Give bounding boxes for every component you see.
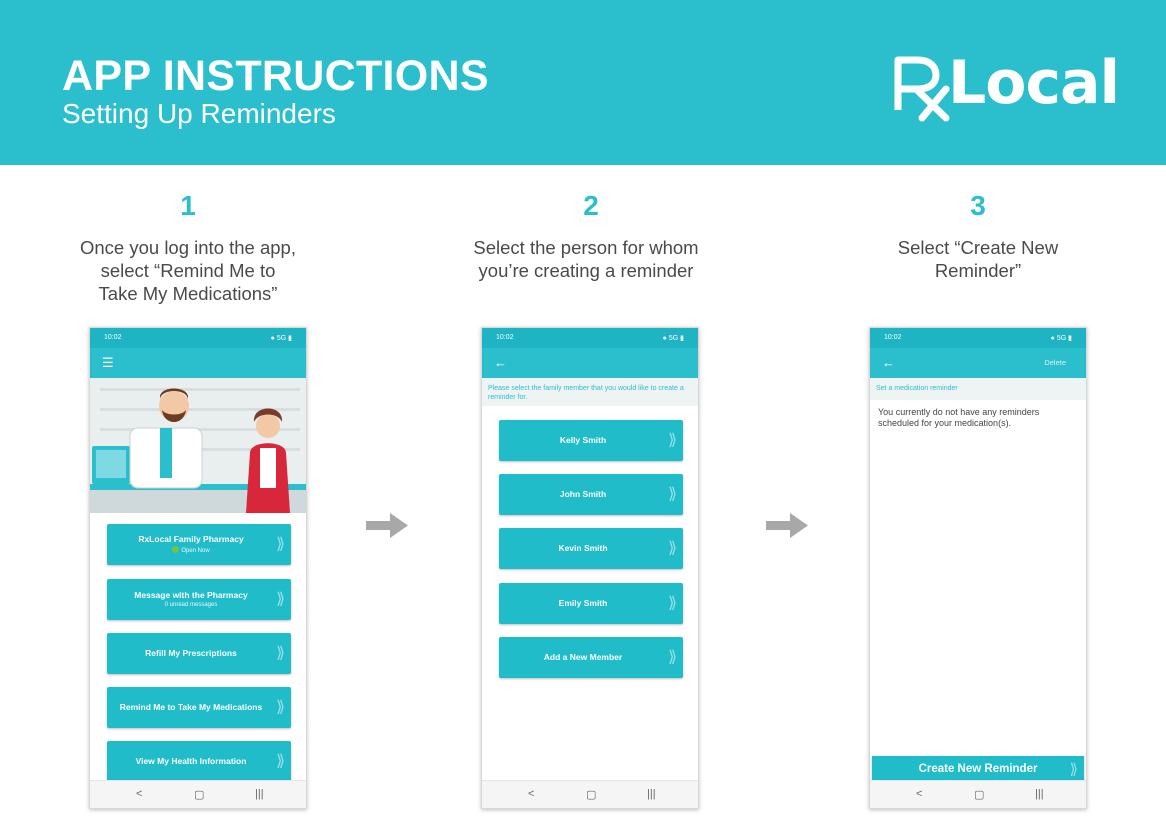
arrow-right-icon <box>366 513 408 538</box>
back-arrow-icon[interactable]: ← <box>882 355 895 370</box>
chevron-right-icon: ⟫ <box>668 594 677 612</box>
chevron-right-icon: ⟫ <box>668 485 677 503</box>
home-nav-icon[interactable]: ▢ <box>974 789 985 801</box>
health-information-button[interactable]: View My Health Information ⟫ <box>107 741 291 782</box>
member-kelly-smith[interactable]: Kelly Smith ⟫ <box>499 420 683 461</box>
chevron-right-icon: ⟫ <box>276 698 285 716</box>
status-bar: 10:02 ● 5G ▮ <box>482 328 698 348</box>
status-bar: 10:02 ● 5G ▮ <box>870 328 1086 348</box>
rxlocal-logo <box>892 48 1120 120</box>
step-1-text: Once you log into the app, select “Remind Me to Take My Medications” <box>80 237 296 304</box>
status-bar: 10:02 ● 5G ▮ <box>90 328 306 348</box>
phone-screen-members <box>481 327 699 809</box>
app-bar <box>482 348 698 378</box>
android-nav-bar <box>870 780 1086 808</box>
chevron-right-icon: ⟫ <box>1069 761 1078 778</box>
back-nav-icon[interactable]: < <box>916 788 923 800</box>
home-nav-icon[interactable]: ▢ <box>586 789 597 801</box>
remind-medications-button[interactable]: Remind Me to Take My Medications ⟫ <box>107 687 291 728</box>
recents-nav-icon[interactable]: ||| <box>647 788 656 800</box>
chevron-right-icon: ⟫ <box>276 590 285 608</box>
page-title: APP INSTRUCTIONS <box>62 52 489 100</box>
empty-reminders-text: You currently do not have any reminders scheduled for your medication(s). <box>878 407 1040 428</box>
step-1-number: 1 <box>180 190 196 221</box>
home-nav-icon[interactable]: ▢ <box>194 789 205 801</box>
select-member-hint: Please select the family member that you would like to create a reminder for. <box>482 378 698 406</box>
signal-battery-icon: ● 5G ▮ <box>270 335 292 342</box>
step-2-text: Select the person for whom you’re creating a reminder <box>473 237 699 281</box>
chevron-right-icon: ⟫ <box>668 539 677 557</box>
android-nav-bar <box>90 780 306 808</box>
back-nav-icon[interactable]: < <box>528 788 535 800</box>
step-3-text: Select “Create New Reminder” <box>897 237 1059 281</box>
reminder-hint: Set a medication reminder <box>870 378 1086 400</box>
member-john-smith[interactable]: John Smith ⟫ <box>499 474 683 515</box>
open-status-icon <box>172 546 179 553</box>
app-bar <box>90 348 306 378</box>
delete-button[interactable]: Delete <box>1044 358 1066 367</box>
signal-battery-icon: ● 5G ▮ <box>662 335 684 342</box>
add-member-button[interactable]: Add a New Member ⟫ <box>499 637 683 678</box>
back-arrow-icon[interactable]: ← <box>494 355 507 370</box>
create-new-reminder-button[interactable]: Create New Reminder ⟫ <box>872 756 1084 782</box>
rx-logo-icon <box>892 52 954 122</box>
step-2-number: 2 <box>583 190 599 221</box>
member-kevin-smith[interactable]: Kevin Smith ⟫ <box>499 528 683 569</box>
recents-nav-icon[interactable]: ||| <box>1035 788 1044 800</box>
arrow-right-icon <box>766 513 808 538</box>
app-bar <box>870 348 1086 378</box>
chevron-right-icon: ⟫ <box>668 648 677 666</box>
chevron-right-icon: ⟫ <box>276 644 285 662</box>
member-emily-smith[interactable]: Emily Smith ⟫ <box>499 583 683 624</box>
message-pharmacy-button[interactable]: Message with the Pharmacy 0 unread messages ⟫ <box>107 579 291 620</box>
back-nav-icon[interactable]: < <box>136 788 143 800</box>
header-banner <box>0 0 1166 165</box>
android-nav-bar <box>482 780 698 808</box>
pharmacist-illustration <box>90 378 307 513</box>
pharmacy-button[interactable]: RxLocal Family Pharmacy Open Now ⟫ <box>107 524 291 565</box>
chevron-right-icon: ⟫ <box>276 535 285 553</box>
refill-prescriptions-button[interactable]: Refill My Prescriptions ⟫ <box>107 633 291 674</box>
recents-nav-icon[interactable]: ||| <box>255 788 264 800</box>
logo-wordmark: Local <box>948 48 1120 118</box>
chevron-right-icon: ⟫ <box>668 431 677 449</box>
hamburger-icon[interactable]: ☰ <box>102 355 114 370</box>
chevron-right-icon: ⟫ <box>276 752 285 770</box>
signal-battery-icon: ● 5G ▮ <box>1050 335 1072 342</box>
page-subtitle: Setting Up Reminders <box>62 98 336 129</box>
phone-screen-home <box>89 327 307 809</box>
phone-screen-reminders <box>869 327 1087 809</box>
step-3-number: 3 <box>970 190 986 221</box>
